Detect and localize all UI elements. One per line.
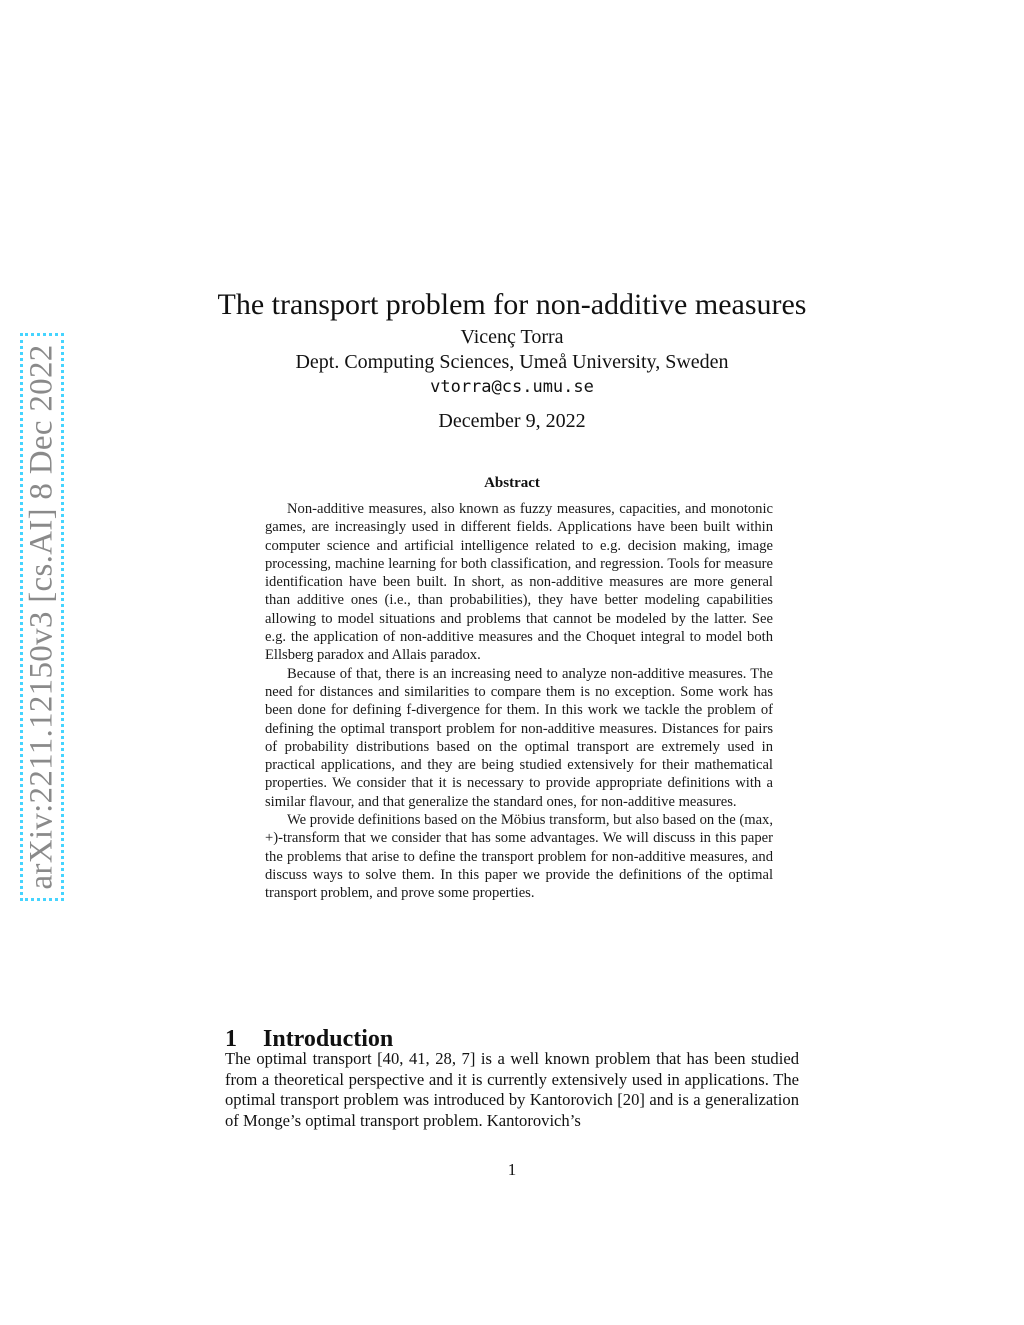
abstract-heading: Abstract	[484, 475, 540, 491]
paper-title: The transport problem for non-additive measures	[217, 288, 807, 322]
page-number: 1	[507, 1160, 517, 1179]
arxiv-identifier: arXiv:2211.12150v3 [cs.AI] 8 Dec 2022	[23, 344, 60, 890]
abstract-body	[265, 500, 773, 903]
section-title: Introduction	[263, 1025, 394, 1052]
section-body	[225, 1049, 799, 1131]
paper-date: December 9, 2022	[438, 410, 586, 432]
abstract-paragraph: Non-additive measures, also known as fuzzy measures, capacities, and monotonic games, are increasingly used in different fields. Applications have been built within computer science and artificial intelligence related to e.g. decision making, image processing, machine learning for both classification, and regression. Tools for measure identification have been built. In short, as non-additive measures are more general than additive ones (i.e., than probabilities), they have better modeling capabilities allowing to model situations and problems that cannot be modeled by the latter. See e.g. the application of non-additive measures and the Choquet integral to model both Ellsberg paradox and Allais paradox.	[265, 501, 773, 664]
abstract-paragraph: Because of that, there is an increasing need to analyze non-additive measures. The need for distances and similarities to compare them is no exception. Some work has been done for defining f-divergence for them. In this work we tackle the problem of defining the optimal transport problem for non-additive measures. Distances for pairs of probability distributions based on the optimal transport are extremely used in practical applications, and they are being studied extensively for their mathematical properties. We consider that it is necessary to provide appropriate definitions with a similar flavour, and that generalize the standard ones, for non-additive measures.	[265, 665, 773, 810]
author-affiliation: Dept. Computing Sciences, Umeå University, Sweden	[295, 351, 729, 373]
author-block	[0, 325, 1024, 400]
abstract-paragraph: We provide definitions based on the Möbius transform, but also based on the (max, +)-transform that we consider that has some advantages. We will discuss in this paper the problems that arise to define the transport problem for non-additive measures, and discuss ways to solve them. In this paper we provide the definitions of the optimal transport problem, and prove some properties.	[265, 812, 773, 902]
section-number: 1	[225, 1025, 237, 1052]
author-email: vtorra@cs.umu.se	[430, 377, 594, 397]
body-paragraph: The optimal transport [40, 41, 28, 7] is a well known problem that has been studied from a theoretical perspective and it is currently extensively used in applications. The optimal transport problem was introduced by Kantorovich [20] and is a generalization of Monge’s optimal transport problem. Kantorovich’s	[225, 1049, 799, 1130]
author-name: Vicenç Torra	[460, 326, 564, 348]
